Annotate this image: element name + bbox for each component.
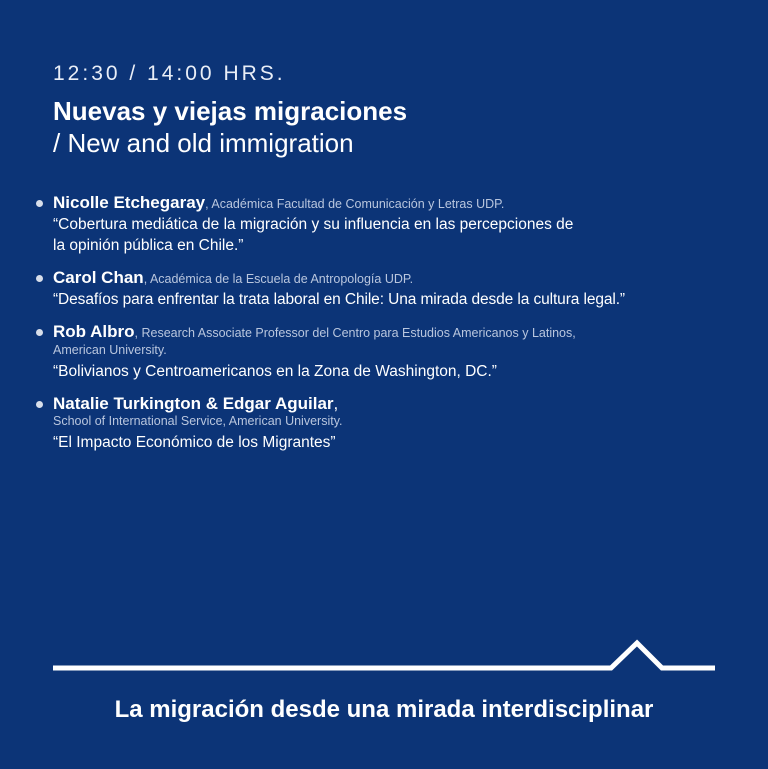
speaker-affiliation: , Académica de la Escuela de Antropología UDP. [143,272,414,286]
speaker-affiliation: , Research Associate Professor del Centro para Estudios Americanos y Latinos, [134,326,576,340]
speaker-name: Nicolle Etchegaray [53,193,206,212]
speaker-name: Rob Albro [53,322,135,341]
event-time: 12:30 / 14:00 HRS. [53,62,286,85]
speaker-name: Natalie Turkington & Edgar Aguilar [53,394,334,413]
speaker-affiliation: , Académica Facultad de Comunicación y Letras UDP. [205,197,505,211]
name-comma: , [333,394,339,413]
speaker-affiliation-continued: American University. [53,343,167,357]
peak-divider-icon [53,643,715,668]
footer-tagline: La migración desde una mirada interdisciplinar [114,696,654,723]
session-title-english: / New and old immigration [53,128,354,158]
talk-title: “El Impacto Económico de los Migrantes” [53,434,336,451]
speaker-name: Carol Chan [53,268,144,287]
talk-title: “Cobertura mediática de la migración y su influencia en las percepciones de [53,216,574,233]
speaker-affiliation: School of International Service, American University. [53,414,343,428]
talk-title-continued: la opinión pública en Chile.” [53,237,244,254]
session-title-spanish: Nuevas y viejas migraciones [53,96,408,126]
talk-title: “Desafíos para enfrentar la trata laboral en Chile: Una mirada desde la cultura legal.” [53,291,625,308]
talk-title: “Bolivianos y Centroamericanos en la Zona de Washington, DC.” [53,363,497,380]
